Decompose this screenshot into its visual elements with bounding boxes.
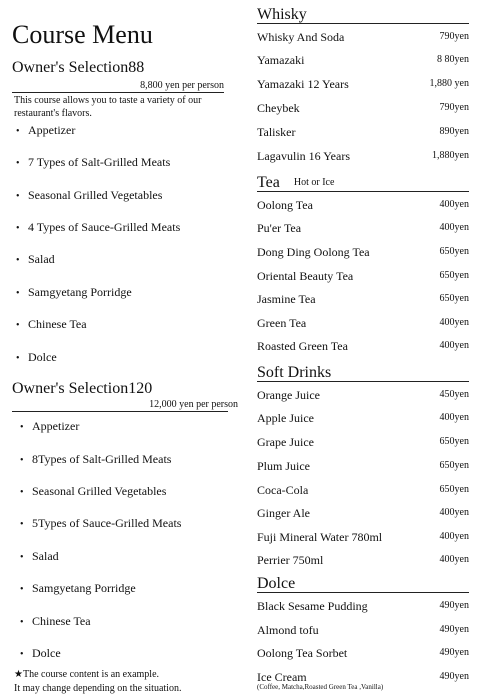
course-item: • Salad [20, 549, 59, 563]
menu-row [257, 598, 469, 614]
item-price: 400yen [439, 199, 469, 210]
item-price: 490yen [439, 600, 469, 611]
menu-row [257, 291, 469, 307]
item-price: 650yen [439, 270, 469, 281]
item-price: 650yen [439, 436, 469, 447]
course-item: • Chinese Tea [16, 317, 87, 331]
course-item: • Dolce [20, 646, 61, 660]
menu-row [257, 410, 469, 426]
bullet-icon: • [20, 487, 24, 498]
menu-row [257, 505, 469, 521]
bullet-icon: • [16, 353, 20, 364]
menu-row [257, 197, 469, 213]
bullet-icon: • [16, 288, 20, 299]
course-item: • 7 Types of Salt-Grilled Meats [16, 155, 171, 169]
item-name: Almond tofu [257, 623, 319, 637]
item-name: Lagavulin 16 Years [257, 149, 350, 163]
item-name: Yamazaki 12 Years [257, 77, 349, 91]
section-divider [257, 23, 469, 24]
menu-row [257, 338, 469, 354]
item-price: 400yen [439, 531, 469, 542]
item-price: 790yen [439, 102, 469, 113]
menu-row [257, 552, 469, 568]
item-price: 490yen [439, 647, 469, 658]
course-item: • Seasonal Grilled Vegetables [20, 484, 167, 498]
course-price: 8,800 yen per person [140, 80, 224, 91]
bullet-icon: • [20, 422, 24, 433]
item-name: Ice Cream [257, 670, 307, 684]
section-title: Soft Drinks [257, 364, 332, 381]
item-price: 790yen [439, 31, 469, 42]
item-price: 650yen [439, 293, 469, 304]
menu-row [257, 29, 469, 45]
section-divider [257, 191, 469, 192]
item-name: Apple Juice [257, 411, 314, 425]
course-item: • 4 Types of Sauce-Grilled Meats [16, 220, 181, 234]
course-item: • Salad [16, 252, 55, 266]
item-price: 1,880yen [432, 150, 469, 161]
menu-row [257, 458, 469, 474]
item-name: Jasmine Tea [257, 292, 316, 306]
bullet-icon: • [16, 158, 20, 169]
menu-row [257, 52, 469, 68]
item-name: Roasted Green Tea [257, 339, 348, 353]
menu-row [257, 434, 469, 450]
item-name: Oolong Tea Sorbet [257, 646, 348, 660]
bullet-icon: • [16, 223, 20, 234]
item-price: 400yen [439, 340, 469, 351]
item-price: 490yen [439, 624, 469, 635]
menu-row [257, 529, 469, 545]
menu-row [257, 482, 469, 498]
course-note: ★The course content is an example. [14, 669, 160, 680]
bullet-icon: • [16, 126, 20, 137]
course-item: • Samgyetang Porridge [16, 285, 132, 299]
item-name: Dong Ding Oolong Tea [257, 245, 370, 259]
item-flavors: (Coffee, Matcha,Roasted Green Tea ,Vanilla) [257, 683, 384, 691]
item-price: 650yen [439, 460, 469, 471]
menu-row [257, 315, 469, 331]
bullet-icon: • [20, 519, 24, 530]
course-item: • Seasonal Grilled Vegetables [16, 188, 163, 202]
item-name: Cheybek [257, 101, 300, 115]
course-item: • Chinese Tea [20, 614, 91, 628]
item-price: 400yen [439, 507, 469, 518]
course-title: Owner's Selection88 [12, 59, 145, 76]
menu-row [257, 622, 469, 638]
bullet-icon: • [16, 320, 20, 331]
item-name: Orange Juice [257, 388, 320, 402]
item-name: Green Tea [257, 316, 307, 330]
item-name: Perrier 750ml [257, 553, 324, 567]
course-item: • Appetizer [16, 123, 76, 137]
section-subtitle: Hot or Ice [293, 177, 335, 188]
section-divider [257, 381, 469, 382]
item-price: 400yen [439, 554, 469, 565]
item-name: Plum Juice [257, 459, 310, 473]
menu-row [257, 387, 469, 403]
page-title: Course Menu [12, 20, 153, 49]
section-divider [257, 592, 469, 593]
course-item: • Dolce [16, 350, 57, 364]
menu-row [257, 148, 469, 164]
menu-row [257, 220, 469, 236]
item-price: 650yen [439, 484, 469, 495]
item-name: Talisker [257, 125, 296, 139]
course-title: Owner's Selection120 [12, 380, 153, 397]
item-name: Black Sesame Pudding [257, 599, 368, 613]
menu-row [257, 268, 469, 284]
course-item: • Samgyetang Porridge [20, 581, 136, 595]
item-name: Coca-Cola [257, 483, 309, 497]
bullet-icon: • [20, 552, 24, 563]
item-price: 1,880 yen [429, 78, 469, 89]
menu-row [257, 669, 469, 691]
item-price: 400yen [439, 412, 469, 423]
menu-row [257, 76, 469, 92]
course-divider [12, 92, 224, 93]
item-name: Yamazaki [257, 53, 305, 67]
bullet-icon: • [20, 649, 24, 660]
menu-row [257, 645, 469, 661]
course-divider [12, 411, 228, 412]
course-note: It may change depending on the situation. [14, 683, 182, 694]
item-name: Pu'er Tea [257, 221, 302, 235]
item-price: 890yen [439, 126, 469, 137]
item-price: 8 80yen [437, 54, 469, 65]
item-name: Oriental Beauty Tea [257, 269, 354, 283]
section-title: Whisky [257, 6, 307, 23]
bullet-icon: • [16, 255, 20, 266]
item-name: Oolong Tea [257, 198, 313, 212]
bullet-icon: • [20, 584, 24, 595]
item-price: 400yen [439, 222, 469, 233]
item-name: Whisky And Soda [257, 30, 345, 44]
item-price: 490yen [439, 671, 469, 682]
item-price: 400yen [439, 317, 469, 328]
item-price: 450yen [439, 389, 469, 400]
item-name: Ginger Ale [257, 506, 310, 520]
course-item: • Appetizer [20, 419, 80, 433]
course-description: This course allows you to taste a variety of our restaurant's flavors. [14, 95, 202, 119]
menu-row [257, 100, 469, 116]
item-name: Fuji Mineral Water 780ml [257, 530, 383, 544]
course-item: • 8Types of Salt-Grilled Meats [20, 452, 172, 466]
item-price: 650yen [439, 246, 469, 257]
section-title: Dolce [257, 575, 296, 592]
bullet-icon: • [16, 191, 20, 202]
item-name: Grape Juice [257, 435, 314, 449]
bullet-icon: • [20, 455, 24, 466]
course-price: 12,000 yen per person [149, 399, 238, 410]
menu-row [257, 124, 469, 140]
section-title: Tea Hot or Ice [257, 174, 335, 191]
menu-row [257, 244, 469, 260]
bullet-icon: • [20, 617, 24, 628]
course-item: • 5Types of Sauce-Grilled Meats [20, 516, 182, 530]
